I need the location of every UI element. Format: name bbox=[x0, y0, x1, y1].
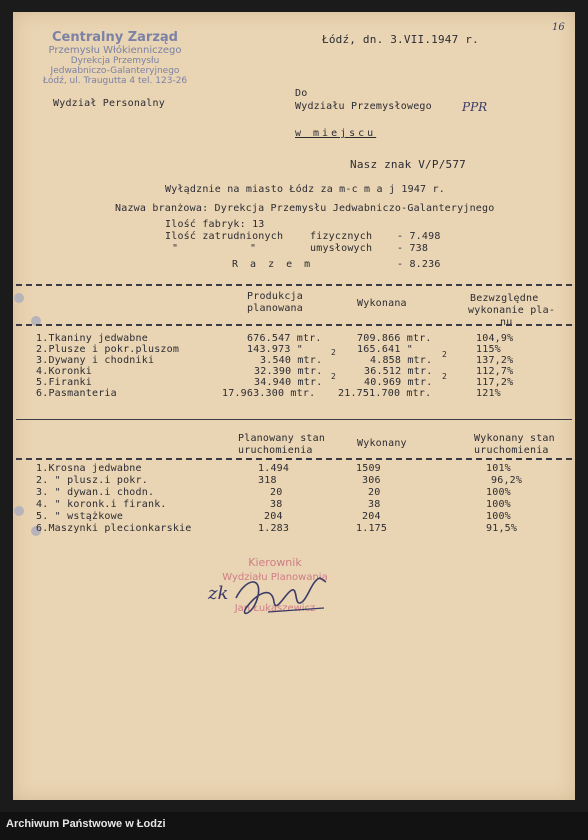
row-pct: 100% bbox=[486, 511, 511, 522]
row-name: 3.Dywany i chodniki bbox=[36, 355, 155, 366]
signature-initials: zk bbox=[208, 583, 229, 604]
table2-header: uruchomienia bbox=[474, 445, 549, 456]
stamp-line: Wydziału Planowania bbox=[222, 572, 328, 583]
row-plan: 3.540 mtr. bbox=[260, 355, 323, 366]
row-name: 2.Plusze i pokr.pluszom bbox=[36, 344, 180, 355]
ditto-mark: " bbox=[172, 243, 179, 254]
row-plan: 17.963.300 mtr. bbox=[222, 388, 316, 399]
factories-count: Ilość fabryk: 13 bbox=[165, 219, 265, 230]
mental-label: umysłowych bbox=[310, 243, 373, 254]
table1-header: nu bbox=[500, 317, 513, 328]
table-rule bbox=[16, 458, 572, 460]
addressee-line: Wydziału Przemysłowego bbox=[295, 101, 432, 112]
row-pct: 115% bbox=[476, 344, 501, 355]
addressee-line: Do bbox=[295, 88, 308, 99]
row-pct: 121% bbox=[476, 388, 501, 399]
row-exec: 21.751.700 mtr. bbox=[338, 388, 432, 399]
row-pct: 101% bbox=[486, 463, 511, 474]
row-name: 5. " wstążkowe bbox=[36, 511, 124, 522]
row-exec: 165.641 " bbox=[357, 344, 413, 355]
table2-header: Wykonany stan bbox=[474, 433, 555, 444]
stamp-line: Jan Łukaszewicz bbox=[234, 603, 316, 614]
row-name: 2. " plusz.i pokr. bbox=[36, 475, 148, 486]
ditto-mark: " bbox=[250, 243, 257, 254]
table-rule bbox=[16, 324, 572, 326]
physical-label: fizycznych bbox=[310, 231, 373, 242]
row-pct: 100% bbox=[486, 499, 511, 510]
total-label: R a z e m bbox=[232, 259, 314, 270]
letterhead-line: Dyrekcja Przemysłu bbox=[70, 56, 160, 66]
letterhead-stamp bbox=[40, 30, 190, 86]
table-rule bbox=[16, 419, 572, 420]
letterhead-line: Łódź, ul. Traugutta 4 tel. 123-26 bbox=[42, 76, 188, 86]
table-rule bbox=[16, 284, 572, 286]
row-pct: 96,2% bbox=[491, 475, 523, 486]
row-pct: 112,7% bbox=[476, 366, 514, 377]
employed-label: Ilość zatrudnionych bbox=[165, 231, 284, 242]
superscript-mark: 2 bbox=[331, 348, 337, 357]
document-page bbox=[13, 12, 575, 800]
table1-header: Wykonana bbox=[357, 298, 407, 309]
archive-footer bbox=[0, 812, 588, 840]
table1-header: Bezwzględne bbox=[470, 293, 539, 304]
superscript-mark: 2 bbox=[331, 372, 337, 381]
row-name: 3. " dywan.i chodn. bbox=[36, 487, 155, 498]
letterhead-line: Jedwabniczo-Galanteryjnego bbox=[50, 66, 180, 76]
row-name: 6.Pasmanteria bbox=[36, 388, 117, 399]
punch-hole bbox=[14, 293, 24, 303]
row-exec: 306 bbox=[362, 475, 381, 486]
mental-value: - 738 bbox=[397, 243, 429, 254]
page-mark: 16 bbox=[552, 22, 565, 33]
table1-header: wykonanie pla- bbox=[468, 305, 556, 316]
date-line: Łódź, dn. 3.VII.1947 r. bbox=[322, 33, 479, 46]
table1-header: planowana bbox=[247, 303, 303, 314]
department-label: Wydział Personalny bbox=[53, 98, 165, 109]
row-exec: 38 bbox=[368, 499, 381, 510]
table2-header: uruchomienia bbox=[238, 445, 313, 456]
table2-header: Planowany stan bbox=[238, 433, 326, 444]
superscript-mark: 2 bbox=[442, 372, 448, 381]
table1-header: Produkcja bbox=[247, 291, 303, 302]
report-title: Wyłądznie na miasto Łódz za m-c m a j 1947 r. bbox=[165, 184, 445, 195]
row-plan: 32.390 mtr. bbox=[254, 366, 323, 377]
row-exec: 20 bbox=[368, 487, 381, 498]
row-pct: 117,2% bbox=[476, 377, 514, 388]
row-name: 6.Maszynki plecionkarskie bbox=[36, 523, 192, 534]
row-exec: 204 bbox=[362, 511, 381, 522]
row-pct: 104,9% bbox=[476, 333, 514, 344]
superscript-mark: 2 bbox=[442, 350, 448, 359]
addressee-handwritten: PPR bbox=[462, 100, 488, 114]
row-exec: 36.512 mtr. bbox=[364, 366, 433, 377]
row-plan: 20 bbox=[270, 487, 283, 498]
row-exec: 4.858 mtr. bbox=[370, 355, 433, 366]
row-pct: 137,2% bbox=[476, 355, 514, 366]
punch-hole bbox=[14, 506, 24, 516]
row-name: 1.Krosna jedwabne bbox=[36, 463, 142, 474]
row-name: 1.Tkaniny jedwabne bbox=[36, 333, 148, 344]
reference-number: Nasz znak V/P/577 bbox=[350, 158, 466, 171]
row-exec: 1.175 bbox=[356, 523, 388, 534]
letterhead-line: Centralny Zarząd bbox=[52, 30, 178, 45]
row-name: 5.Firanki bbox=[36, 377, 92, 388]
row-name: 4.Koronki bbox=[36, 366, 92, 377]
row-exec: 709.866 mtr. bbox=[357, 333, 432, 344]
addressee-line: w miejscu bbox=[295, 128, 377, 139]
physical-value: - 7.498 bbox=[397, 231, 441, 242]
row-name: 4. " koronk.i firank. bbox=[36, 499, 167, 510]
row-plan: 1.494 bbox=[258, 463, 290, 474]
total-value: - 8.236 bbox=[397, 259, 441, 270]
signature-scribble bbox=[228, 568, 338, 628]
archive-name: Archiwum Państwowe w Łodzi bbox=[6, 818, 166, 830]
row-plan: 1.283 bbox=[258, 523, 290, 534]
row-pct: 100% bbox=[486, 487, 511, 498]
row-plan: 204 bbox=[264, 511, 283, 522]
row-pct: 91,5% bbox=[486, 523, 518, 534]
row-plan: 676.547 mtr. bbox=[247, 333, 322, 344]
row-plan: 318 bbox=[258, 475, 277, 486]
row-plan: 143.973 " bbox=[247, 344, 303, 355]
letterhead-line: Przemysłu Włókienniczego bbox=[48, 45, 182, 56]
branch-name: Nazwa branżowa: Dyrekcja Przemysłu Jedwabniczo-Galanteryjnego bbox=[115, 203, 495, 214]
row-plan: 38 bbox=[270, 499, 283, 510]
row-exec: 1509 bbox=[356, 463, 381, 474]
table2-header: Wykonany bbox=[357, 438, 407, 449]
row-plan: 34.940 mtr. bbox=[254, 377, 323, 388]
stamp-line: Kierownik bbox=[248, 556, 302, 569]
row-exec: 40.969 mtr. bbox=[364, 377, 433, 388]
